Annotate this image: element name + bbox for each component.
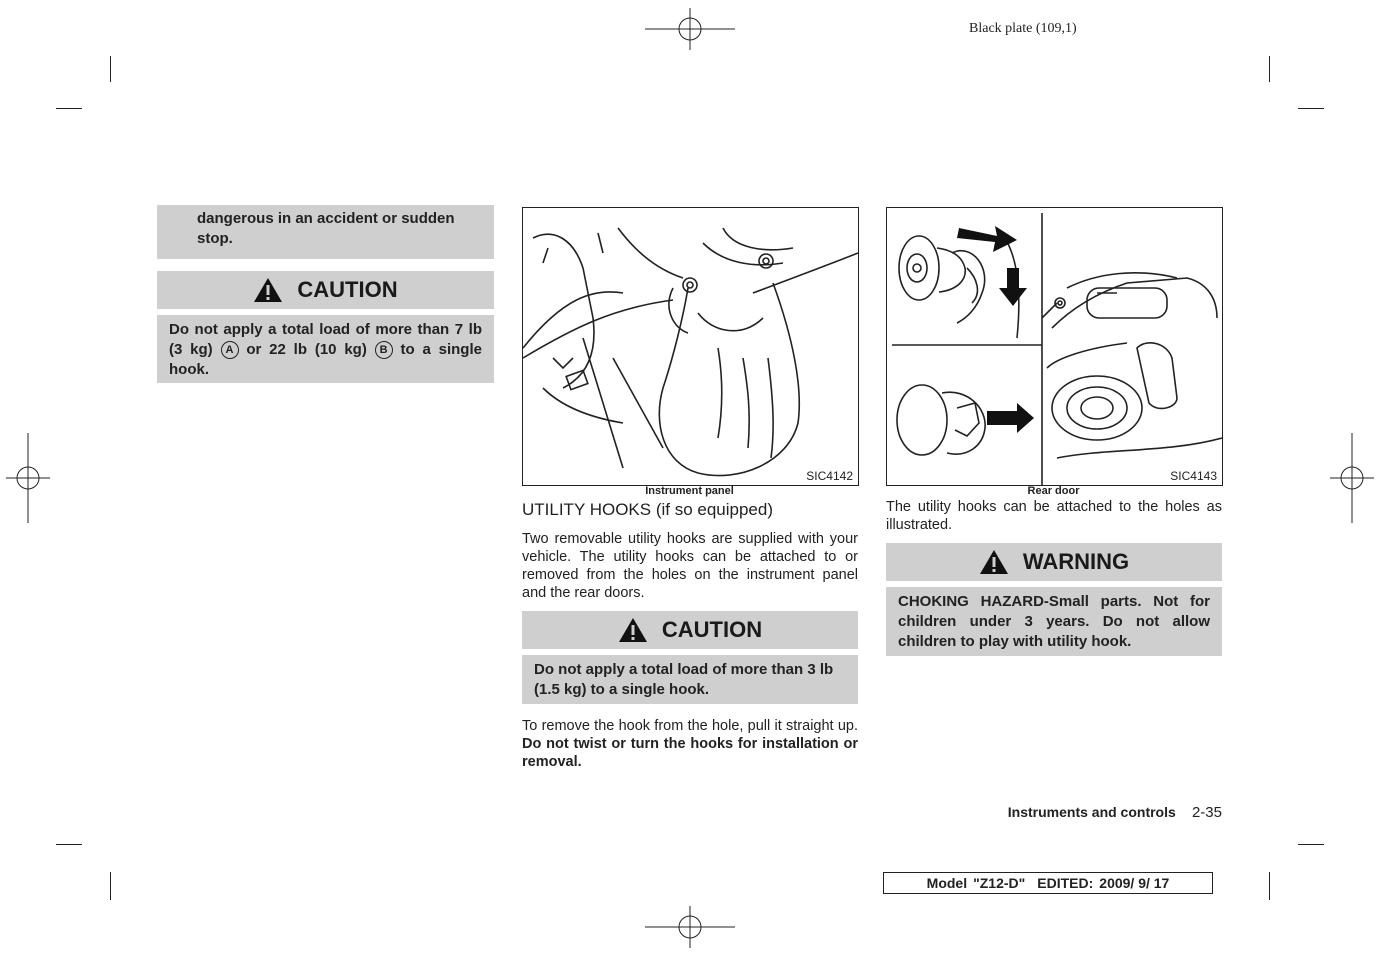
figure-code: SIC4143 [1170,469,1217,483]
remove-text-plain: To remove the hook from the hole, pull it straight up. [522,718,858,734]
caution-body-left [157,315,494,383]
caution-text-part3: to a single hook. [169,341,482,378]
caution-header-left [157,271,494,309]
marker-a: A [221,341,239,359]
warning-body [886,587,1222,656]
page-footer [1008,804,1222,821]
rear-door-hook-illustration-icon [887,208,1222,485]
figure-caption: Rear door [1027,485,1080,497]
rear-door-paragraph: The utility hooks can be attached to the holes as illustrated. [886,499,1222,533]
caution-text: Do not apply a total load of more than 3 lb (1.5 kg) to a single hook. [534,661,834,698]
plate-label: Black plate (109,1) [969,21,1077,36]
warning-text: CHOKING HAZARD-Small parts. Not for children under 3 years. Do not allow children to play with utility hook. [898,593,1210,650]
remove-text-bold: Do not twist or turn the hooks for installation or removal. [522,736,858,770]
instrument-panel-hook-illustration-icon [523,208,858,485]
utility-hooks-paragraph: Two removable utility hooks are supplied with your vehicle. The utility hooks can be attached to or removed from the holes on the instrument panel and the rear doors. [522,531,858,601]
section-title: UTILITY HOOKS (if so equipped) [522,500,774,519]
registration-mark-icon [1330,433,1374,523]
model-value: "Z12-D" [973,875,1026,891]
figure-caption: Instrument panel [645,485,734,497]
continued-warning-text: dangerous in an accident or sudden stop. [197,210,455,247]
edited-date: 2009/ 9/ 17 [1099,875,1170,891]
edited-label: EDITED: [1037,875,1094,891]
remove-hook-paragraph [522,717,858,771]
registration-mark-icon [645,906,735,948]
registration-mark-icon [645,8,735,50]
registration-mark-icon [6,433,50,523]
marker-b: B [375,341,393,359]
warning-header [886,543,1222,581]
warning-triangle-icon [618,617,648,643]
model-edited-box [883,872,1213,894]
continued-warning-box [157,205,494,259]
caution-text-part2: or 22 lb (10 kg) [246,341,367,358]
warning-heading: WARNING [1022,549,1130,574]
figure-code: SIC4142 [806,469,853,483]
page-number: 2-35 [1191,804,1222,821]
caution-heading: CAUTION [661,617,763,642]
instrument-panel-figure [522,207,859,486]
rear-door-figure [886,207,1223,486]
caution-heading: CAUTION [297,277,398,302]
footer-section: Instruments and controls [1007,804,1176,820]
caution-body-middle [522,655,858,704]
model-label: Model [926,875,968,891]
caution-header-middle [522,611,858,649]
warning-triangle-icon [979,549,1009,575]
caution-text-part1: Do not apply a total load of more than 7 lb (3 kg) [169,321,482,358]
warning-triangle-icon [253,277,283,303]
